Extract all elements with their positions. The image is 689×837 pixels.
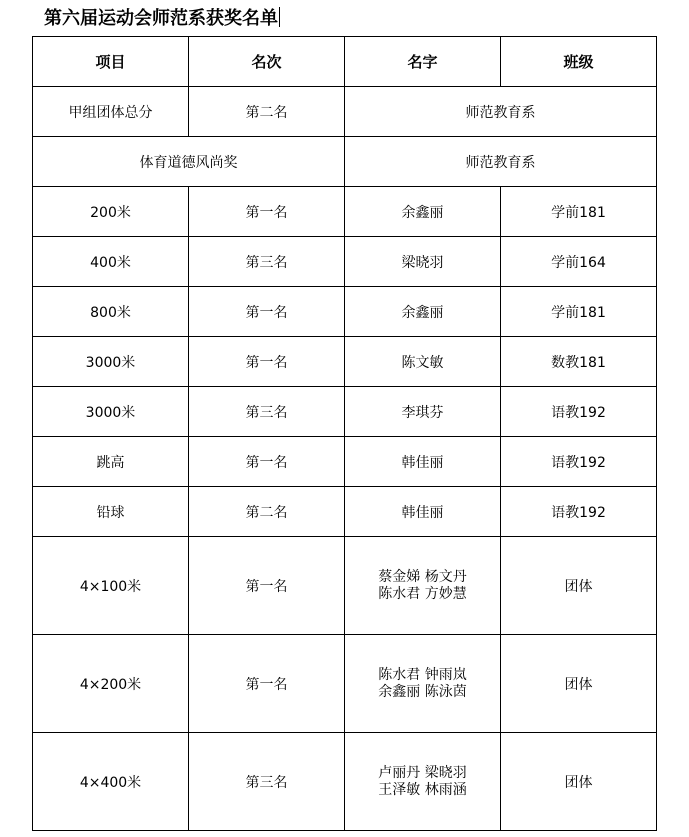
cell-names [345,635,501,733]
table-row [33,733,657,831]
cell-class: 语教192 [501,437,657,487]
cell-class: 数教181 [501,337,657,387]
header-event: 项目 [33,37,189,87]
cell-rank: 第三名 [189,237,345,287]
cell-class: 团体 [501,733,657,831]
cell-class: 语教192 [501,387,657,437]
cell-rank: 第二名 [189,87,345,137]
cell-names [345,537,501,635]
cell-class: 语教192 [501,487,657,537]
cell-event: 800米 [33,287,189,337]
table-row [33,187,657,237]
relay-names-line: 王泽敏 林雨涵 [378,781,467,798]
cell-rank: 第一名 [189,287,345,337]
table-row [33,237,657,287]
cell-winner: 师范教育系 [345,137,657,187]
table-row [33,437,657,487]
cell-event: 4×200米 [33,635,189,733]
cell-event: 3000米 [33,387,189,437]
cell-event: 铅球 [33,487,189,537]
header-row [33,37,657,87]
cell-event: 体育道德风尚奖 [33,137,345,187]
header-name: 名字 [345,37,501,87]
cell-name: 余鑫丽 [345,187,501,237]
cell-event: 200米 [33,187,189,237]
relay-names-line: 蔡金娣 杨文丹 [378,568,467,585]
cell-rank: 第三名 [189,733,345,831]
table-row [33,337,657,387]
cell-class: 团体 [501,635,657,733]
cell-name: 梁晓羽 [345,237,501,287]
table-row [33,487,657,537]
cell-rank: 第二名 [189,487,345,537]
table-row [33,87,657,137]
cell-name: 韩佳丽 [345,437,501,487]
cell-class: 学前181 [501,287,657,337]
relay-names-line: 陈水君 钟雨岚 [378,666,467,683]
cell-event: 4×100米 [33,537,189,635]
relay-team-names [378,667,466,701]
relay-team-names [378,765,466,799]
relay-names-line: 陈水君 方妙慧 [378,585,467,602]
table-row [33,537,657,635]
cell-rank: 第一名 [189,337,345,387]
cell-rank: 第一名 [189,187,345,237]
table-row [33,137,657,187]
table-row [33,287,657,337]
cell-event: 甲组团体总分 [33,87,189,137]
cell-class: 团体 [501,537,657,635]
text-cursor [279,7,280,27]
cell-name: 李琪芬 [345,387,501,437]
relay-names-line: 余鑫丽 陈泳茵 [378,683,467,700]
cell-rank: 第三名 [189,387,345,437]
cell-event: 400米 [33,237,189,287]
cell-rank: 第一名 [189,635,345,733]
cell-rank: 第一名 [189,437,345,487]
relay-names-line: 卢丽丹 梁晓羽 [378,764,467,781]
document-title [44,4,280,34]
cell-names [345,733,501,831]
cell-event: 3000米 [33,337,189,387]
cell-name: 韩佳丽 [345,487,501,537]
cell-name: 余鑫丽 [345,287,501,337]
cell-class: 学前164 [501,237,657,287]
header-rank: 名次 [189,37,345,87]
cell-name: 陈文敏 [345,337,501,387]
table-row [33,635,657,733]
cell-event: 4×400米 [33,733,189,831]
cell-winner: 师范教育系 [345,87,657,137]
relay-team-names [378,569,466,603]
cell-event: 跳高 [33,437,189,487]
header-class: 班级 [501,37,657,87]
cell-class: 学前181 [501,187,657,237]
document-title-text: 第六届运动会师范系获奖名单 [44,8,278,29]
cell-rank: 第一名 [189,537,345,635]
awards-table [32,36,657,831]
table-row [33,387,657,437]
